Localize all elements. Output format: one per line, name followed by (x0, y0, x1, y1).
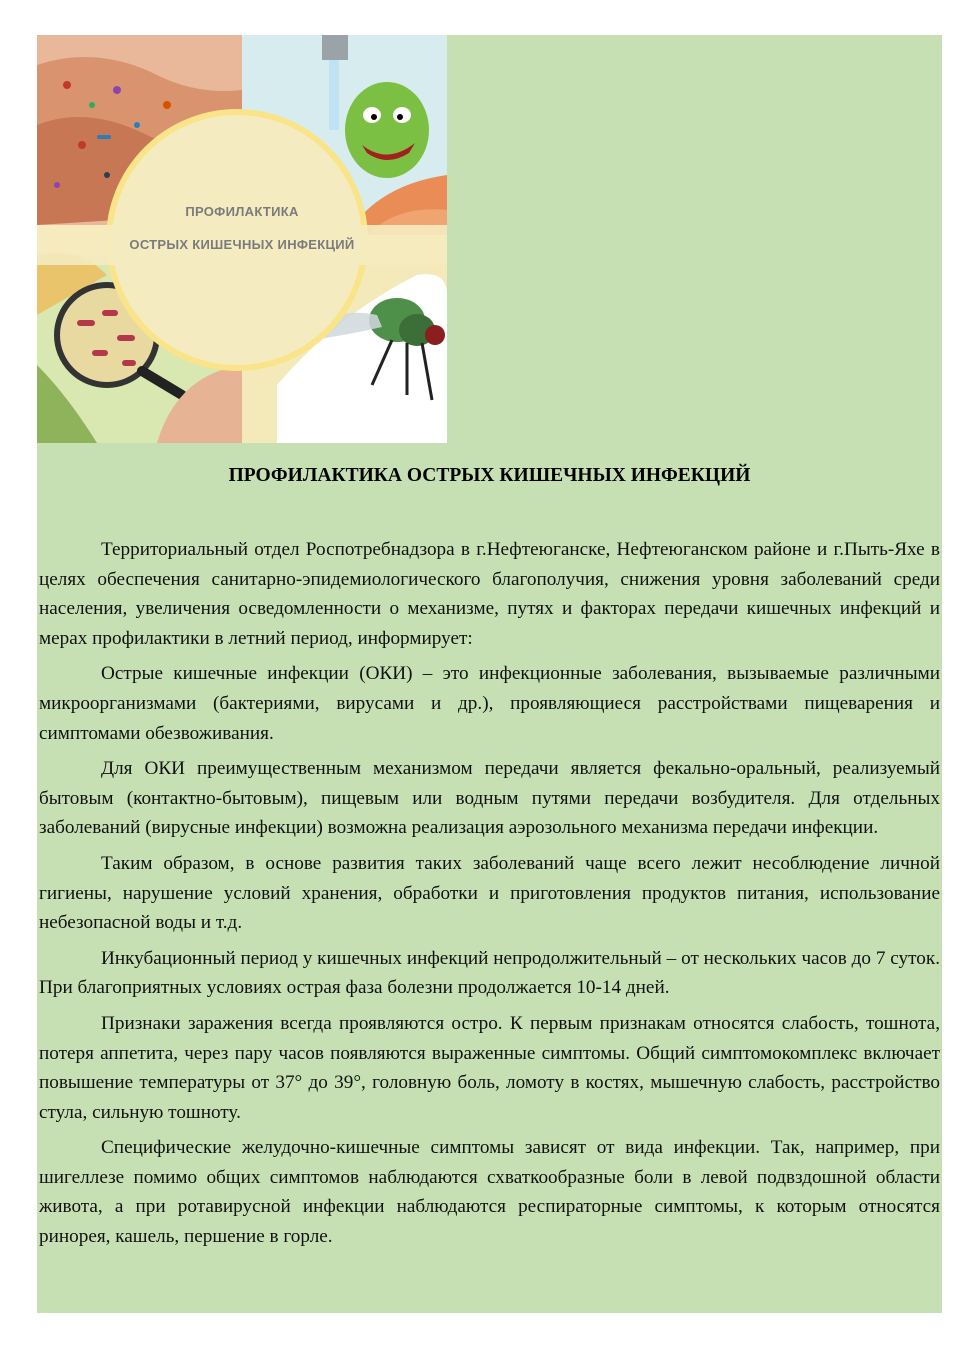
paragraph-incubation: Инкубационный период у кишечных инфекций непродолжительный – от нескольких часов до 7 суток. При благоприятных условиях острая фаза болезни продолжается 10-14 дней. (39, 947, 940, 999)
paragraph-intro: Территориальный отдел Роспотребнадзора в г.Нефтеюганске, Нефтеюганском районе и г.Пыть-Яхе в целях обеспечения санитарно-эпидемиологического благополучия, снижения уровня заболеваний среди населения, увеличения осведомленности о механизме, путях и факторах передачи кишечных инфекций и мерах профилактики в летний период, информирует: (39, 539, 940, 649)
document-sheet (37, 35, 942, 1313)
poster-image (37, 35, 447, 443)
poster-title-line1: ПРОФИЛАКТИКА (185, 204, 299, 219)
document-title: ПРОФИЛАКТИКА ОСТРЫХ КИШЕЧНЫХ ИНФЕКЦИЙ (228, 465, 751, 486)
paragraph-symptoms: Признаки заражения всегда проявляются остро. К первым признакам относятся слабость, тошнота, потеря аппетита, через пару часов появляются выраженные симптомы. Общий симптомокомплекс включает повышение температуры от 37° до 39°, головную боль, ломоту в костях, мышечную слабость, расстройство стула, сильную тошноту. (39, 1012, 940, 1123)
paragraph-causes: Таким образом, в основе развития таких заболеваний чаще всего лежит несоблюдение личной гигиены, нарушение условий хранения, обработки и приготовления продуктов питания, использование небезопасной воды и т.д. (39, 852, 940, 934)
document-body (39, 535, 940, 1258)
paragraph-transmission: Для ОКИ преимущественным механизмом передачи является фекально-оральный, реализуемый бытовым (контактно-бытовым), пищевым или водным путями передачи возбудителя. Для отдельных заболеваний (вирусные инфекции) возможна реализация аэрозольного механизма передачи инфекции. (39, 758, 940, 839)
poster-title-line2: ОСТРЫХ КИШЕЧНЫХ ИНФЕКЦИЙ (129, 237, 355, 252)
paragraph-specific-symptoms: Специфические желудочно-кишечные симптомы зависят от вида инфекции. Так, например, при шигеллезе помимо общих симптомов наблюдаются схваткообразные боли в левой подвздошной области живота, а при ротавирусной инфекции наблюдаются респираторные симптомы, к которым относятся ринорея, кашель, першение в горле. (39, 1137, 940, 1248)
paragraph-definition: Острые кишечные инфекции (ОКИ) – это инфекционные заболевания, вызываемые различными микроорганизмами (бактериями, вирусами и др.), проявляющиеся расстройствами пищеварения и симптомами обезвоживания. (39, 663, 940, 744)
